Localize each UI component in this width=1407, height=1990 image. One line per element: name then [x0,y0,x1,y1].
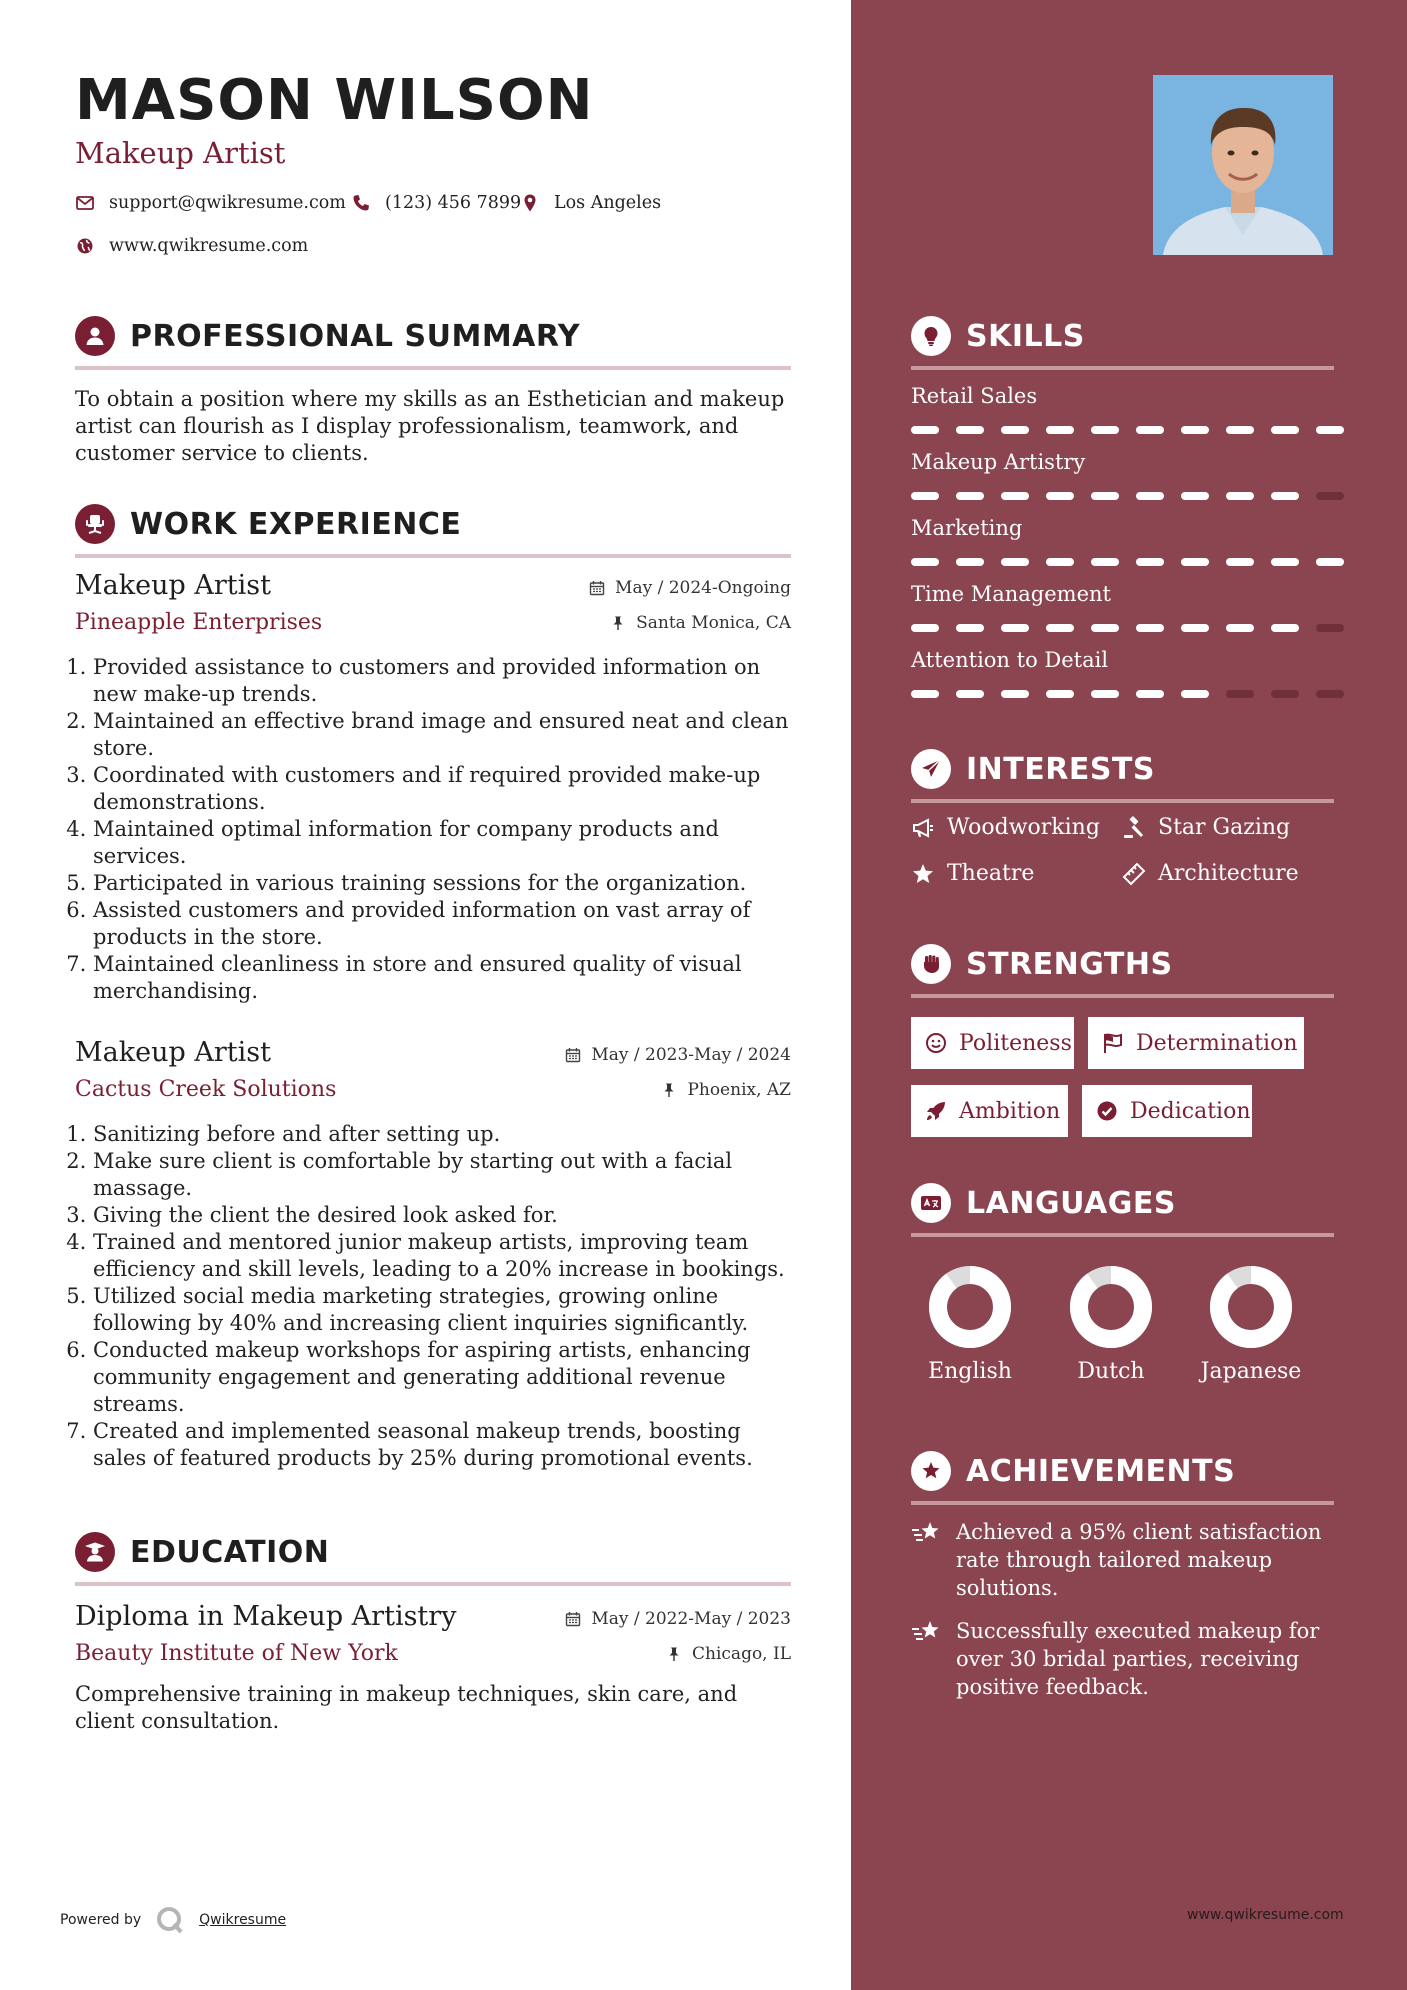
contact-location [520,193,661,213]
skill-dash-filled [1091,624,1119,632]
skill-meter [911,492,1344,500]
user-icon [75,316,115,356]
powered-by [60,1905,286,1935]
skill-dash-filled [1271,492,1299,500]
skill-dash-filled [1271,558,1299,566]
achievement-item [911,1617,1334,1701]
pushpin-icon [661,1082,677,1098]
skill-dash-filled [1001,558,1029,566]
education-date-text: May / 2022-May / 2023 [591,1609,791,1629]
interests-section [911,749,1334,803]
skill-dash-empty [1226,690,1254,698]
interest-item [911,861,1034,886]
job-date [589,578,791,598]
achievements-section [911,1451,1334,1505]
skill-dash-empty [1316,690,1344,698]
section-divider [911,799,1334,803]
skill-dash-filled [956,492,984,500]
strength-label: Determination [1136,1030,1298,1056]
summary-title: PROFESSIONAL SUMMARY [130,318,581,354]
skill-dash-filled [1001,492,1029,500]
skill-meter [911,426,1344,434]
calendar-icon [565,1047,581,1063]
email-text: support@qwikresume.com [109,193,346,213]
pushpin-icon [610,615,626,631]
skill-dash-filled [1136,558,1164,566]
language-gauge [1069,1265,1153,1349]
duty-item: 6. Assisted customers and provided information on vast array of products in the store. [93,897,793,951]
skill-dash-empty [1316,624,1344,632]
skill-dash-filled [956,558,984,566]
candidate-name: MASON WILSON [75,68,594,133]
globe-icon [75,236,95,256]
achievement-item [911,1518,1334,1602]
interest-item [911,815,1100,840]
skill-dash-filled [1001,426,1029,434]
interest-label: Woodworking [947,815,1100,840]
profile-photo [1153,75,1333,255]
skills-section [911,316,1334,370]
skill-dash-filled [1226,558,1254,566]
strength-label: Dedication [1130,1098,1251,1124]
skill-dash-filled [1001,624,1029,632]
duty-item: 1. Provided assistance to customers and provided information on new make-up trends. [93,654,793,708]
summary-section [75,316,791,370]
job-location [661,1080,791,1100]
paper-plane-icon [911,749,951,789]
section-divider [75,554,791,558]
graduate-icon [75,1532,115,1572]
language-name: Dutch [1077,1359,1145,1384]
skill-item [911,384,1334,408]
skill-dash-filled [1226,624,1254,632]
job-date [565,1045,791,1065]
skill-dash-empty [1316,492,1344,500]
calendar-icon [565,1611,581,1627]
contact-email[interactable] [75,193,346,213]
interest-label: Theatre [947,861,1035,886]
gavel-icon [1122,816,1146,840]
interest-label: Architecture [1158,861,1299,886]
summary-text: To obtain a position where my skills as an Esthetician and makeup artist can flourish as I display professionalism, teamwork, and customer service to clients. [75,387,785,465]
duty-item: 5. Participated in various training sessions for the organization. [93,870,793,897]
section-divider [911,366,1334,370]
shooting-star-icon [911,1619,943,1647]
skill-name: Makeup Artistry [911,450,1086,474]
skill-dash-filled [911,492,939,500]
skill-dash-filled [1316,558,1344,566]
skill-dash-filled [1181,426,1209,434]
contact-phone[interactable] [351,193,521,213]
interest-item [1122,815,1290,840]
section-divider [911,1501,1334,1505]
job-company: Cactus Creek Solutions [75,1077,337,1102]
skill-dash-filled [1091,690,1119,698]
degree-title: Diploma in Makeup Artistry [75,1601,457,1632]
skill-item [911,582,1334,606]
skill-dash-filled [1136,426,1164,434]
duty-item: 4. Trained and mentored junior makeup artists, improving team efficiency and skill levels, leading to a 20% increase in bookings. [93,1229,793,1283]
duty-item: 7. Created and implemented seasonal makeup trends, boosting sales of featured products by 25% during promotional events. [93,1418,793,1472]
achievement-text: Achieved a 95% client satisfaction rate through tailored makeup solutions. [956,1520,1322,1600]
language-name: English [928,1359,1012,1384]
website-text: www.qwikresume.com [109,236,309,256]
education-location-text: Chicago, IL [692,1644,791,1664]
skill-dash-filled [1046,624,1074,632]
powered-by-text: Powered by [60,1912,142,1928]
translate-icon [911,1183,951,1223]
skill-dash-filled [956,624,984,632]
map-pin-icon [520,193,540,213]
education-location [666,1644,791,1664]
interest-label: Star Gazing [1158,815,1291,840]
skill-dash-filled [1136,624,1164,632]
duty-item: 3. Giving the client the desired look asked for. [93,1202,793,1229]
strengths-section [911,944,1334,998]
bullhorn-icon [911,816,935,840]
strengths-title: STRENGTHS [966,946,1173,982]
experience-title: WORK EXPERIENCE [130,506,462,542]
languages-title: LANGUAGES [966,1185,1176,1221]
gauge-fill [938,1275,1002,1339]
duty-item: 1. Sanitizing before and after setting up. [93,1121,793,1148]
ruler-icon [1122,862,1146,886]
qwikresume-logo-icon [155,1905,185,1935]
skill-dash-filled [1136,690,1164,698]
check-circle-icon [1096,1100,1118,1122]
section-divider [75,1582,791,1586]
star-icon [911,862,935,886]
school-name: Beauty Institute of New York [75,1641,398,1666]
skill-dash-filled [911,558,939,566]
phone-icon [351,193,371,213]
fist-icon [911,944,951,984]
skill-dash-filled [1046,558,1074,566]
interests-title: INTERESTS [966,751,1155,787]
award-star-icon [911,1451,951,1491]
rocket-icon [925,1100,947,1122]
skill-dash-filled [1226,492,1254,500]
candidate-role: Makeup Artist [75,136,286,170]
location-text: Los Angeles [554,193,662,213]
skill-name: Attention to Detail [911,648,1109,672]
achievements-title: ACHIEVEMENTS [966,1453,1236,1489]
section-divider [911,994,1334,998]
language-item [1191,1265,1311,1384]
gauge-fill [1079,1275,1143,1339]
duty-item: 4. Maintained optimal information for company products and services. [93,816,793,870]
strength-pill [1082,1085,1252,1137]
skill-dash-empty [1271,690,1299,698]
section-divider [911,1233,1334,1237]
strength-pill [1088,1017,1304,1069]
duty-item: 7. Maintained cleanliness in store and ensured quality of visual merchandising. [93,951,793,1005]
gauge-fill [1219,1275,1283,1339]
achievement-text: Successfully executed makeup for over 30 bridal parties, receiving positive feedback. [956,1619,1320,1699]
strength-pill [911,1017,1074,1069]
skill-dash-filled [1271,624,1299,632]
duty-item: 3. Coordinated with customers and if required provided make-up demonstrations. [93,762,793,816]
skill-name: Time Management [911,582,1111,606]
languages-section [911,1183,1334,1237]
job-location [610,613,791,633]
skill-dash-filled [956,690,984,698]
skill-meter [911,624,1344,632]
language-name: Japanese [1200,1359,1302,1384]
skill-name: Retail Sales [911,384,1038,408]
skill-dash-filled [1181,558,1209,566]
job-location-text: Phoenix, AZ [687,1080,791,1100]
job-title: Makeup Artist [75,570,271,601]
lightbulb-icon [911,316,951,356]
education-date [565,1609,791,1629]
job-date-text: May / 2024-Ongoing [615,578,791,598]
job-location-text: Santa Monica, CA [636,613,791,633]
skill-dash-filled [1001,690,1029,698]
footer-url[interactable]: www.qwikresume.com [1187,1907,1344,1923]
skill-item [911,516,1334,540]
language-gauge [928,1265,1012,1349]
shooting-star-icon [911,1520,943,1548]
flag-icon [1102,1032,1124,1054]
experience-section [75,504,791,558]
skill-item [911,450,1334,474]
envelope-icon [75,193,95,213]
skill-dash-filled [1271,426,1299,434]
skill-dash-filled [956,426,984,434]
skill-name: Marketing [911,516,1023,540]
language-item [910,1265,1030,1384]
skill-item [911,648,1334,672]
job-company: Pineapple Enterprises [75,610,323,635]
duty-list [75,654,793,1005]
qwikresume-link[interactable]: Qwikresume [199,1912,287,1928]
smile-icon [925,1032,947,1054]
skill-dash-filled [1226,426,1254,434]
education-section [75,1532,791,1586]
skill-dash-filled [1181,492,1209,500]
office-chair-icon [75,504,115,544]
skill-dash-filled [1046,492,1074,500]
skill-dash-filled [1046,426,1074,434]
skill-dash-filled [1136,492,1164,500]
education-description: Comprehensive training in makeup techniques, skin care, and client consultation. [75,1682,738,1733]
skill-dash-filled [1316,426,1344,434]
strength-label: Ambition [959,1098,1061,1124]
pushpin-icon [666,1646,682,1662]
phone-text: (123) 456 7899 [385,193,522,213]
skill-dash-filled [1046,690,1074,698]
education-title: EDUCATION [130,1534,330,1570]
duty-item: 2. Make sure client is comfortable by starting out with a facial massage. [93,1148,793,1202]
strength-pill [911,1085,1068,1137]
duty-item: 5. Utilized social media marketing strategies, growing online following by 40% and increasing client inquiries significantly. [93,1283,793,1337]
skill-dash-filled [1091,492,1119,500]
skill-dash-filled [1091,558,1119,566]
skill-meter [911,558,1344,566]
skills-title: SKILLS [966,318,1085,354]
job-title: Makeup Artist [75,1037,271,1068]
contact-website[interactable] [75,236,308,256]
duty-item: 2. Maintained an effective brand image and ensured neat and clean store. [93,708,793,762]
section-divider [75,366,791,370]
duty-item: 6. Conducted makeup workshops for aspiring artists, enhancing community engagement and generating additional revenue streams. [93,1337,793,1418]
skill-dash-filled [911,624,939,632]
duty-list [75,1121,793,1472]
skill-dash-filled [911,690,939,698]
skill-dash-filled [1181,624,1209,632]
language-gauge [1209,1265,1293,1349]
skill-meter [911,690,1344,698]
skill-dash-filled [1181,690,1209,698]
skill-dash-filled [1091,426,1119,434]
calendar-icon [589,580,605,596]
interest-item [1122,861,1299,886]
language-item [1051,1265,1171,1384]
job-date-text: May / 2023-May / 2024 [591,1045,791,1065]
strength-label: Politeness [959,1030,1072,1056]
skill-dash-filled [911,426,939,434]
